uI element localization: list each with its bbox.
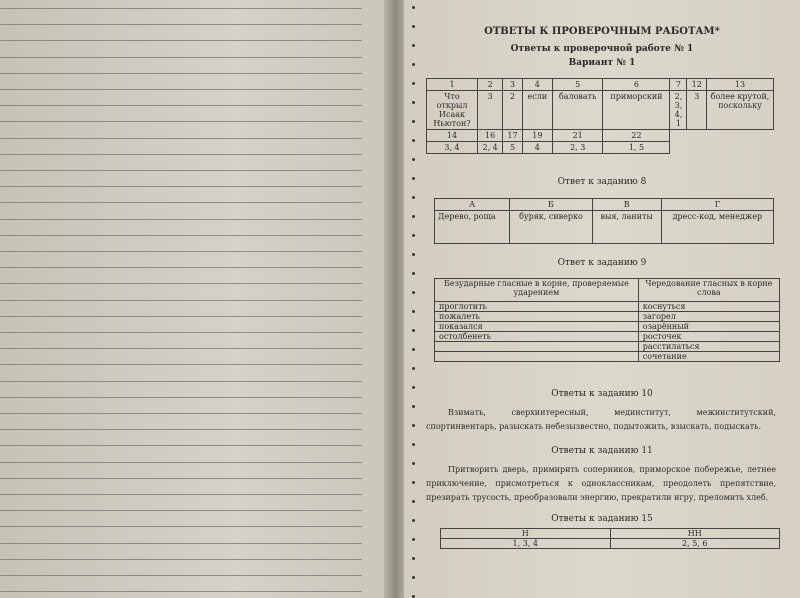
binding-hole [412,177,415,180]
binding-hole [412,253,415,256]
task11-text: Притворить дверь, примирить соперников, приморское побережье, летнее приключение, присмотреться к одноклассникам, преодолеть препятствие, презирать трусость, преобразовали энергию, прекратили игру, преломить хлеб. [426,465,776,502]
ruled-line [0,413,362,414]
table-row [435,302,780,312]
task9-title: Ответ к заданию 9 [557,258,647,268]
table-row [435,199,774,211]
binding-hole [412,272,415,275]
ruled-line [0,202,362,203]
ruled-line [0,251,362,252]
ruled-line [0,526,362,527]
binding-hole [412,63,415,66]
table-row [435,211,774,244]
table-cell [435,352,639,362]
ruled-line [0,186,362,187]
table-cell: буряк, сиверко [510,211,592,244]
binding-hole [412,196,415,199]
table-cell: 7 [670,79,687,91]
ruled-line [0,170,362,171]
ruled-line [0,478,362,479]
table-cell: 2, 4 [478,142,503,154]
lined-notes-page [0,0,392,598]
binding-hole [412,500,415,503]
table-cell: загорел [638,312,779,322]
ruled-line [0,105,362,106]
ruled-line [0,219,362,220]
ruled-line [0,543,362,544]
ruled-line [0,235,362,236]
table-cell: Что открыл Исаак Ньютон? [427,91,478,130]
table-cell: Г [661,199,773,211]
table-row [427,91,774,130]
table-cell: более крутой, поскольку [707,91,774,130]
task10-title: Ответы к заданию 10 [551,389,653,399]
ruled-line [0,283,362,284]
binding-hole [412,139,415,142]
binding-hole [412,215,415,218]
table-cell: 5 [552,79,603,91]
ruled-line [0,89,362,90]
table-cell: 2 [503,91,522,130]
table-cell: 12 [687,79,707,91]
ruled-line [0,381,362,382]
table-header: Безударные гласные в корне, проверяемые ударением [435,279,639,302]
table-cell: 3 [503,79,522,91]
table-cell: 13 [707,79,774,91]
table-cell: Н [441,529,611,539]
ruled-line [0,138,362,139]
table-cell: Дерево, роща [435,211,510,244]
ruled-line [0,300,362,301]
table-cell: пожалеть [435,312,639,322]
table-cell: 4 [522,79,552,91]
task10-text: Взимать, сверхинтересный, мединститут, межинститутский, спортинвентарь, разыскать небезызвестно, подытожить, взыскать, подыскать. [426,408,776,431]
binding-hole [412,424,415,427]
binding-hole [412,538,415,541]
table-cell: 3 [478,91,503,130]
ruled-line [0,348,362,349]
table-cell: коснуться [638,302,779,312]
table-row [435,352,780,362]
binding-hole [412,386,415,389]
task11-title: Ответы к заданию 11 [551,446,653,456]
empty-cell [670,130,774,154]
table-cell: если [522,91,552,130]
ruled-line [0,40,362,41]
table-cell: В [592,199,661,211]
table-row [435,279,780,302]
answers-page [404,0,800,598]
ruled-line [0,24,362,25]
table-row [435,312,780,322]
binding-hole [412,310,415,313]
table-cell: дресс-код, менеджер [661,211,773,244]
table-row [435,322,780,332]
task15-title: Ответы к заданию 15 [551,514,653,524]
table-cell: 2, 3 [552,142,603,154]
ruled-line [0,591,362,592]
table-row [435,332,780,342]
ruled-line [0,559,362,560]
table-cell: баловать [552,91,603,130]
ruled-line [0,267,362,268]
binding-hole [412,348,415,351]
binding-hole [412,44,415,47]
table-cell: приморский [603,91,670,130]
ruled-line [0,462,362,463]
binding-hole [412,576,415,579]
table-cell: 3, 4 [427,142,478,154]
binding-hole [412,329,415,332]
table-row [435,342,780,352]
binding-hole [412,158,415,161]
table-cell: 17 [503,130,522,142]
binding-hole [412,234,415,237]
table-row [427,130,774,142]
ruled-line [0,154,362,155]
table-cell: 22 [603,130,670,142]
binding-hole [412,82,415,85]
binding-hole [412,405,415,408]
task8-title: Ответ к заданию 8 [557,177,647,187]
binding-hole [412,367,415,370]
ruled-line [0,429,362,430]
page-title: ОТВЕТЫ К ПРОВЕРОЧНЫМ РАБОТАМ* [484,26,720,37]
table-cell: выя, ланиты [592,211,661,244]
task9-table [434,278,780,362]
ruled-line [0,121,362,122]
table-cell: 1, 3, 4 [441,539,611,549]
table-cell: НН [610,529,780,539]
table-cell: 2, 5, 6 [610,539,780,549]
table-cell: 6 [603,79,670,91]
table-cell: 5 [503,142,522,154]
table-row [427,79,774,91]
binding-hole [412,462,415,465]
binding-hole [412,557,415,560]
table-cell: Б [510,199,592,211]
table-cell: 16 [478,130,503,142]
table-cell: показался [435,322,639,332]
ruled-line [0,397,362,398]
table-cell: 19 [522,130,552,142]
task8-table [434,198,774,244]
binding-hole [412,519,415,522]
ruled-line [0,316,362,317]
ruled-line [0,332,362,333]
ruled-line [0,575,362,576]
table-cell: 3 [687,91,707,130]
binding-hole [412,120,415,123]
ruled-line [0,57,362,58]
binding-hole [412,291,415,294]
task15-table [440,528,780,549]
table-cell: 2, 3, 4, 1 [670,91,687,130]
table-cell: расстилаться [638,342,779,352]
table-cell: остолбенеть [435,332,639,342]
binding-hole [412,25,415,28]
table-cell: 1 [427,79,478,91]
binding-hole [412,481,415,484]
binding-hole [412,101,415,104]
ruled-line [0,510,362,511]
binding-hole [412,443,415,446]
table-cell: росточек [638,332,779,342]
binding-hole [412,6,415,9]
table-row [441,539,780,549]
table-cell: А [435,199,510,211]
ruled-line [0,8,362,9]
work-title: Ответы к проверочной работе № 1 [510,44,694,54]
ruled-line [0,364,362,365]
table-cell: проглотить [435,302,639,312]
table-cell: 21 [552,130,603,142]
ruled-line [0,494,362,495]
table-header: Чередование гласных в корне слова [638,279,779,302]
ruled-line [0,73,362,74]
table-row [441,529,780,539]
variant-label: Вариант № 1 [568,58,636,68]
answers-table-1 [426,78,774,154]
table-cell: озарённый [638,322,779,332]
table-cell: 14 [427,130,478,142]
table-cell: 4 [522,142,552,154]
ruled-line [0,445,362,446]
table-cell: 2 [478,79,503,91]
table-cell: сочетание [638,352,779,362]
table-cell: 1, 5 [603,142,670,154]
table-cell [435,342,639,352]
